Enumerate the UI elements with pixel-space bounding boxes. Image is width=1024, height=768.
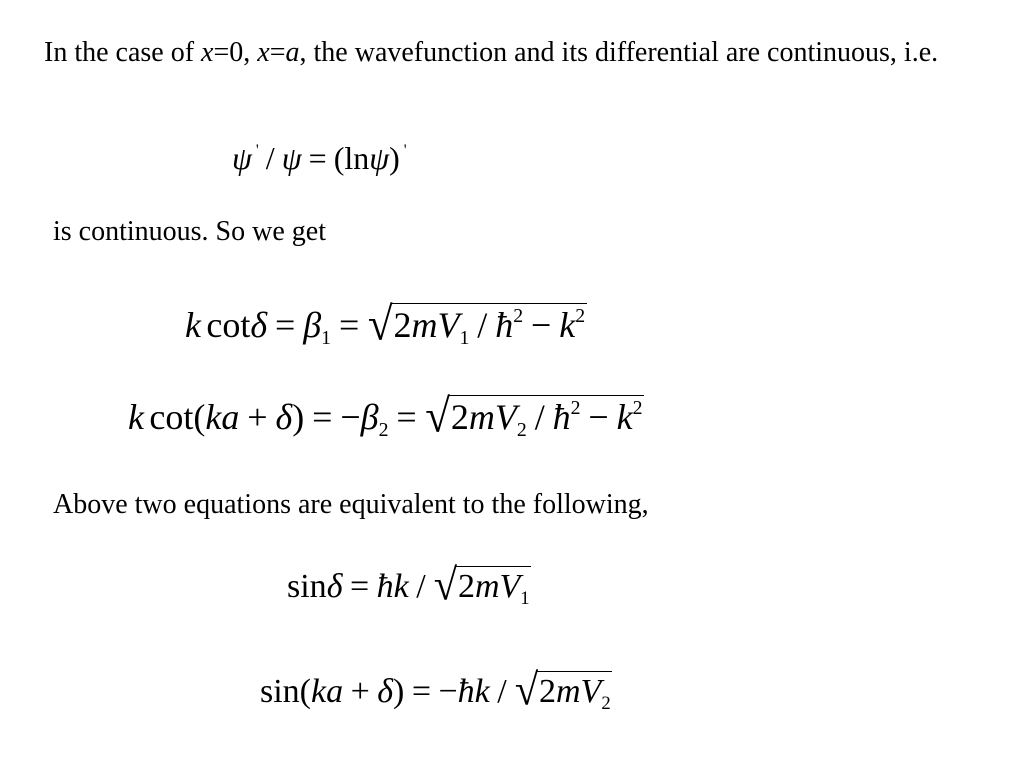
intro-paragraph	[44, 33, 984, 73]
intro-var-x: x	[201, 37, 214, 68]
equation-cot-delta: k $\cot\delta = \beta 1 = √2mV1 / ħ^2 - k^2$	[185, 297, 586, 351]
intro-text-start: In the case of	[44, 37, 202, 68]
equivalent-text: Above two equations are equivalent to the following,	[53, 489, 649, 520]
intro-var-a: a	[285, 37, 300, 68]
equation-sin-delta: sinδ = ħk / √2mV1	[287, 560, 530, 611]
equation-cot-ka-delta: k $\cot(ka + \delta) = -\beta 2 = √2mV2 / ħ^2 - k^2$	[128, 389, 643, 443]
sqrt-radical: √2mV2	[514, 665, 611, 716]
equation-log-derivative: ψ ' / ψ = (lnψ) '	[232, 140, 407, 176]
sqrt-radical: $√2mV1 / ħ^2 - k^2$	[367, 297, 586, 351]
continuous-text: is continuous. So we get	[53, 216, 326, 247]
sqrt-radical: $√2mV2 / ħ^2 - k^2$	[425, 389, 643, 443]
intro-text-end: , the wavefunction and its differential are continuous, i.e.	[299, 37, 939, 68]
equation-sin-ka-delta: sin(ka + δ) = −ħk / √2mV2	[260, 665, 611, 716]
sqrt-radical: √2mV1	[433, 560, 530, 611]
intro-equals: =	[269, 37, 286, 68]
intro-value-zero: =0,	[213, 37, 258, 68]
intro-var-x-second: x	[257, 37, 270, 68]
